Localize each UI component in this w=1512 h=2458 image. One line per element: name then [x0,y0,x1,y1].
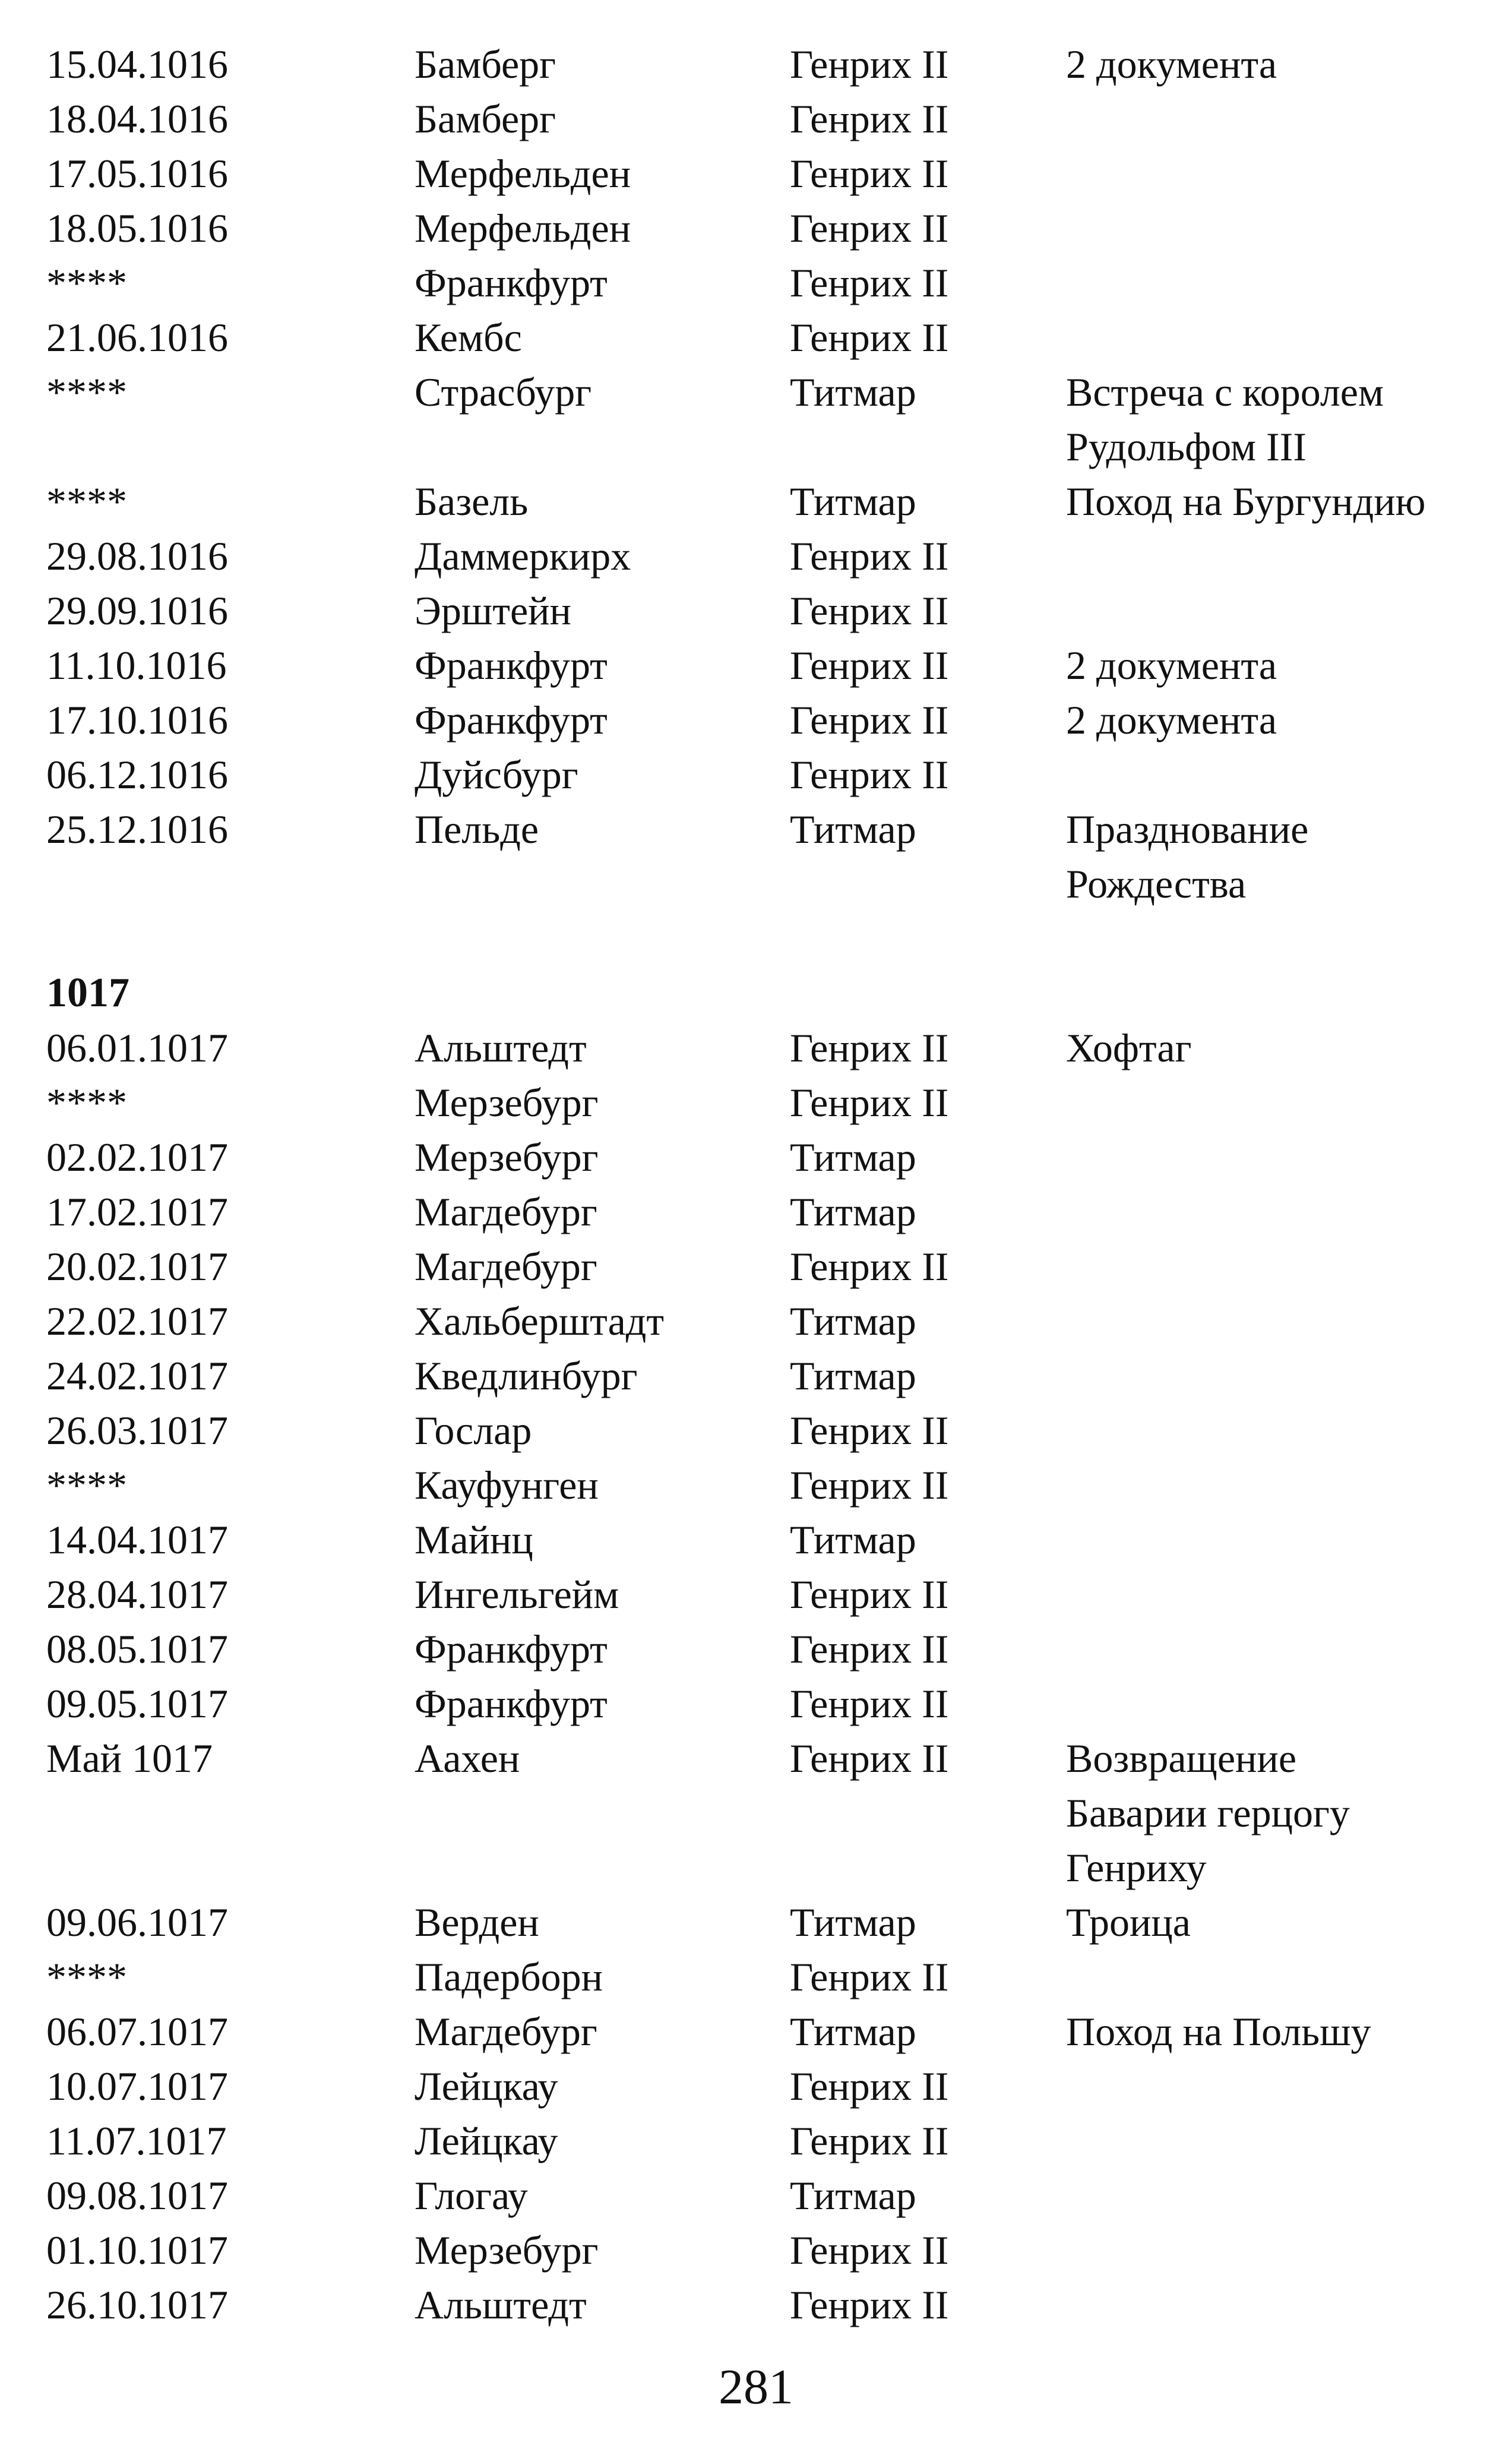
row-date: 17.02.1017 [46,1189,228,1234]
row-place: Франкфурт [415,260,608,305]
row-place: Ингельгейм [415,1572,619,1617]
row-date: 18.04.1016 [46,96,228,141]
row-note: Хофтаг [1066,1025,1192,1070]
row-person: Генрих II [790,96,949,141]
row-person: Генрих II [790,260,949,305]
table-row [0,365,1512,469]
row-person: Титмар [790,1900,916,1945]
row-person: Генрих II [790,2118,949,2163]
row-date: 09.05.1017 [46,1681,228,1726]
row-place: Бамберг [415,96,556,141]
table-row [0,693,1512,747]
table-row [0,2113,1512,2168]
row-person: Генрих II [790,1244,949,1289]
row-date: 06.12.1016 [46,752,228,797]
table-row [0,529,1512,583]
row-date: 25.12.1016 [46,807,228,852]
row-date: 01.10.1017 [46,2228,228,2273]
table-row [0,91,1512,146]
row-date: 14.04.1017 [46,1517,228,1562]
row-date: 28.04.1017 [46,1572,228,1617]
row-date: 22.02.1017 [46,1298,228,1344]
row-place: Мерфельден [415,151,631,196]
row-place: Магдебург [415,1244,597,1289]
table-row [0,1567,1512,1622]
row-person: Генрих II [790,42,949,87]
row-person: Титмар [790,1517,916,1562]
row-note: Поход на Польшу [1066,2009,1371,2054]
row-person: Генрих II [790,1736,949,1781]
table-row [0,1731,1512,1890]
table-row [0,37,1512,91]
row-place: Пельде [415,807,539,852]
row-person: Титмар [790,2009,916,2054]
row-person: Титмар [790,807,916,852]
table-row [0,1021,1512,1075]
row-note: Рождества [1066,861,1247,906]
row-person: Генрих II [790,1681,949,1726]
row-date: 15.04.1016 [46,42,228,87]
row-date: **** [46,1954,127,1999]
row-date: **** [46,1462,127,1508]
table-row [0,1676,1512,1731]
row-note: Троица [1066,1900,1191,1945]
table-row [0,1348,1512,1403]
row-person: Генрих II [790,2282,949,2327]
row-date: **** [46,260,127,305]
row-place: Кауфунген [415,1462,599,1508]
page-number: 281 [719,2359,793,2415]
table-row [0,2223,1512,2277]
row-person: Генрих II [790,588,949,633]
row-place: Кведлинбург [415,1353,638,1398]
row-place: Магдебург [415,2009,597,2054]
year-heading: 1017 [46,970,129,1016]
row-place: Кембс [415,315,522,360]
row-date: 29.08.1016 [46,533,228,579]
row-person: Титмар [790,2173,916,2218]
row-person: Генрих II [790,1080,949,1125]
row-place: Мерфельден [415,206,631,251]
table-row [0,2168,1512,2223]
row-person: Генрих II [790,2064,949,2109]
row-place: Альштедт [415,2282,587,2327]
row-date: **** [46,1080,127,1125]
row-date: 24.02.1017 [46,1353,228,1398]
row-place: Аахен [415,1736,520,1781]
row-place: Мерзебург [415,1135,599,1180]
row-person: Генрих II [790,315,949,360]
row-date: 08.05.1017 [46,1626,228,1672]
row-person: Титмар [790,369,916,415]
row-person: Титмар [790,1298,916,1344]
row-place: Мерзебург [415,2228,599,2273]
row-note: 2 документа [1066,643,1277,688]
table-row [0,802,1512,906]
table-row [0,1622,1512,1676]
row-date: 26.03.1017 [46,1408,228,1453]
row-person: Титмар [790,1353,916,1398]
row-person: Генрих II [790,1408,949,1453]
row-place: Магдебург [415,1189,597,1234]
row-date: 17.10.1016 [46,697,228,743]
row-date: 21.06.1016 [46,315,228,360]
table-row [0,201,1512,255]
row-person: Генрих II [790,2228,949,2273]
table-row [0,1458,1512,1512]
table-row [0,1075,1512,1130]
row-place: Франкфурт [415,643,608,688]
row-person: Генрих II [790,643,949,688]
row-date: 20.02.1017 [46,1244,228,1289]
row-date: 02.02.1017 [46,1135,228,1180]
row-note: 2 документа [1066,42,1277,87]
row-place: Даммеркирх [415,533,631,579]
row-place: Гослар [415,1408,532,1453]
row-place: Франкфурт [415,697,608,743]
table-row [0,1403,1512,1458]
row-note: Поход на Бургундию [1066,479,1426,524]
row-person: Генрих II [790,1025,949,1070]
row-person: Генрих II [790,1626,949,1672]
table-row [0,146,1512,201]
row-place: Лейцкау [415,2064,558,2109]
row-person: Титмар [790,479,916,524]
row-place: Базель [415,479,529,524]
table-row [0,1239,1512,1294]
row-date: 09.06.1017 [46,1900,228,1945]
row-place: Лейцкау [415,2118,558,2163]
table-row [0,1950,1512,2004]
row-person: Генрих II [790,533,949,579]
row-person: Титмар [790,1189,916,1234]
row-date: 11.10.1016 [46,643,227,688]
row-place: Майнц [415,1517,533,1562]
table-row [0,255,1512,310]
row-date: 09.08.1017 [46,2173,228,2218]
table-row [0,1294,1512,1348]
row-place: Хальберштадт [415,1298,665,1344]
table-row [0,1130,1512,1184]
row-person: Генрих II [790,752,949,797]
row-note: Празднование [1066,807,1309,852]
row-date: 10.07.1017 [46,2064,228,2109]
row-note: Генриху [1066,1845,1207,1890]
table-row [0,638,1512,693]
row-date: 11.07.1017 [46,2118,227,2163]
table-row [0,2004,1512,2059]
row-note: Возвращение [1066,1736,1297,1781]
row-date: Май 1017 [46,1736,213,1781]
table-row [0,310,1512,365]
row-place: Франкфурт [415,1681,608,1726]
row-place: Глогау [415,2173,528,2218]
row-place: Эрштейн [415,588,571,633]
table-row [0,2059,1512,2113]
row-date: 06.01.1017 [46,1025,228,1070]
row-date: 17.05.1016 [46,151,228,196]
row-place: Альштедт [415,1025,587,1070]
row-person: Генрих II [790,151,949,196]
table-row [0,474,1512,529]
row-person: Генрих II [790,1462,949,1508]
row-date: **** [46,479,127,524]
row-note: Рудольфом III [1066,424,1307,469]
row-place: Верден [415,1900,539,1945]
row-note: Баварии герцогу [1066,1790,1350,1835]
row-person: Генрих II [790,206,949,251]
row-place: Франкфурт [415,1626,608,1672]
row-place: Бамберг [415,42,556,87]
row-person: Генрих II [790,697,949,743]
table-row [0,583,1512,638]
row-place: Страсбург [415,369,592,415]
row-date: 18.05.1016 [46,206,228,251]
row-place: Дуйсбург [415,752,578,797]
row-place: Падерборн [415,1954,603,1999]
table-row [0,1895,1512,1950]
table-row [0,2277,1512,2332]
table-row [0,1184,1512,1239]
row-note: 2 документа [1066,697,1277,743]
row-date: 29.09.1016 [46,588,228,633]
row-date: 06.07.1017 [46,2009,228,2054]
row-person: Генрих II [790,1954,949,1999]
row-date: **** [46,369,127,415]
row-place: Мерзебург [415,1080,599,1125]
row-date: 26.10.1017 [46,2282,228,2327]
row-person: Титмар [790,1135,916,1180]
row-person: Генрих II [790,1572,949,1617]
table-row [0,1512,1512,1567]
row-note: Встреча с королем [1066,369,1384,415]
table-row [0,747,1512,802]
